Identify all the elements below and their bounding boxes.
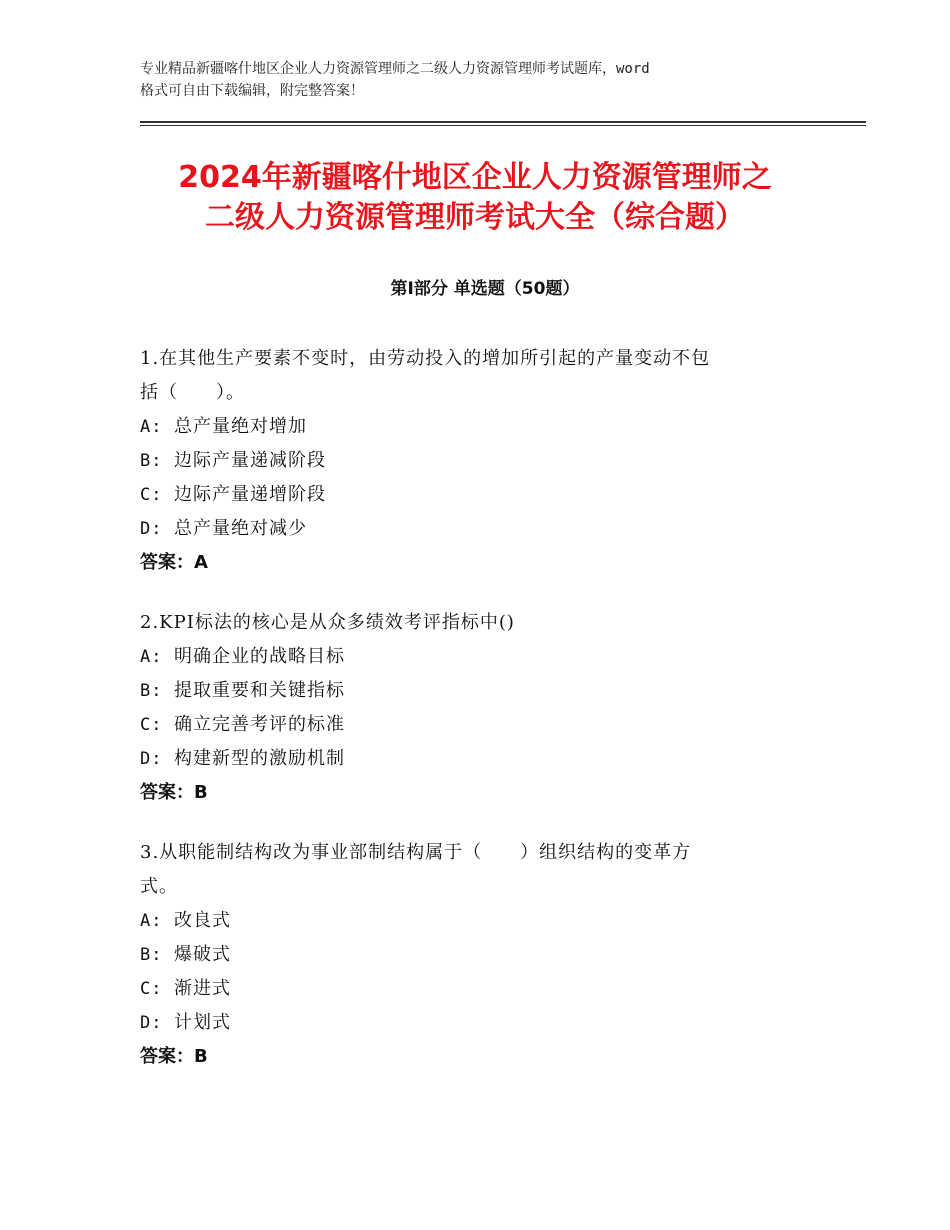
option-label: B: (140, 451, 163, 471)
option-label: C: (140, 715, 163, 735)
option-label: C: (140, 485, 163, 505)
question-stem-line: 括（ ）。 (140, 382, 245, 403)
answer: 答案：B (140, 782, 208, 803)
question-stem-line: 式。 (140, 876, 178, 897)
option-a (140, 410, 830, 444)
option-d (140, 512, 830, 546)
option-c (140, 708, 830, 742)
option-text: 边际产量递减阶段 (174, 450, 326, 471)
question-2 (140, 606, 830, 810)
question-stem-line: 2.KPI标法的核心是从众多绩效考评指标中() (140, 612, 515, 633)
option-text: 总产量绝对减少 (174, 518, 307, 539)
question-list (140, 342, 830, 1100)
header-divider-thin (140, 125, 866, 126)
question-stem-line: 3.从职能制结构改为事业部制结构属于（ ）组织结构的变革方 (140, 842, 692, 863)
option-d (140, 1006, 830, 1040)
header-note (140, 58, 830, 102)
option-label: B: (140, 681, 163, 701)
option-text: 边际产量递增阶段 (174, 484, 326, 505)
option-b (140, 938, 830, 972)
option-a (140, 640, 830, 674)
option-text: 构建新型的激励机制 (174, 748, 345, 769)
section-title: 第Ⅰ部分 单选题（50题） (390, 279, 580, 299)
option-label: D: (140, 749, 163, 769)
document-title (120, 158, 830, 238)
option-label: D: (140, 1013, 163, 1033)
header-divider-thick (140, 121, 866, 123)
option-text: 计划式 (174, 1012, 231, 1033)
option-label: B: (140, 945, 163, 965)
answer: 答案：B (140, 1046, 208, 1067)
question-1 (140, 342, 830, 580)
option-label: A: (140, 911, 163, 931)
option-c (140, 972, 830, 1006)
question-stem-line: 1.在其他生产要素不变时，由劳动投入的增加所引起的产量变动不包 (140, 348, 711, 369)
option-c (140, 478, 830, 512)
question-3 (140, 836, 830, 1074)
option-text: 渐进式 (174, 978, 231, 999)
option-b (140, 674, 830, 708)
option-label: A: (140, 647, 163, 667)
header-note-line-1: 专业精品新疆喀什地区企业人力资源管理师之二级人力资源管理师考试题库，word (140, 61, 650, 77)
option-b (140, 444, 830, 478)
header-note-line-2: 格式可自由下载编辑，附完整答案！ (140, 83, 364, 99)
document-title-line-2: 二级人力资源管理师考试大全（综合题） (205, 200, 745, 235)
answer: 答案：A (140, 552, 208, 573)
option-a (140, 904, 830, 938)
option-text: 总产量绝对增加 (174, 416, 307, 437)
option-label: C: (140, 979, 163, 999)
option-label: D: (140, 519, 163, 539)
option-text: 提取重要和关键指标 (174, 680, 345, 701)
option-text: 改良式 (174, 910, 231, 931)
option-d (140, 742, 830, 776)
option-text: 爆破式 (174, 944, 231, 965)
option-text: 确立完善考评的标准 (174, 714, 345, 735)
option-label: A: (140, 417, 163, 437)
document-title-line-1: 2024年新疆喀什地区企业人力资源管理师之 (178, 160, 772, 195)
option-text: 明确企业的战略目标 (174, 646, 345, 667)
